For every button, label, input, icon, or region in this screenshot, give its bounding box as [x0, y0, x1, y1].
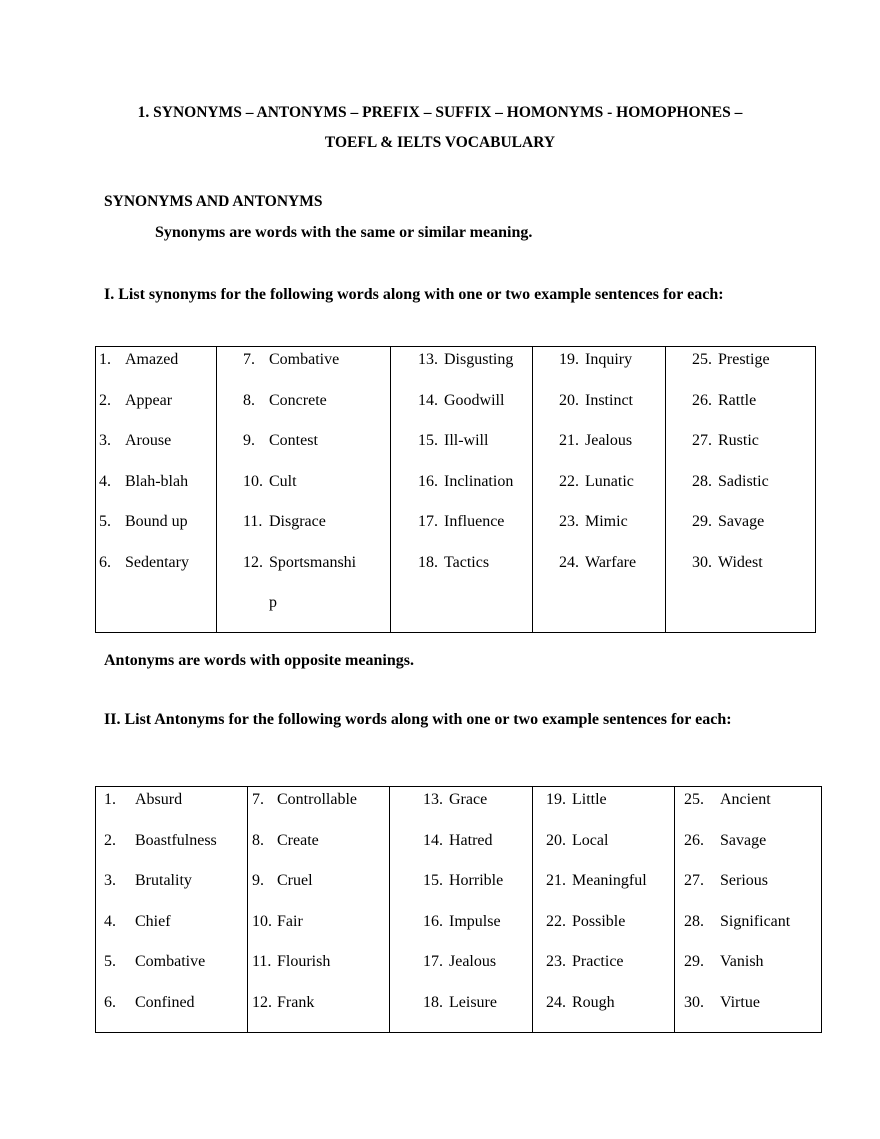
item-number: 28.	[692, 472, 712, 490]
item-number: 14.	[418, 391, 438, 409]
antonyms-cell	[546, 992, 674, 1032]
antonyms-cell	[546, 951, 674, 991]
antonyms-cell	[684, 870, 821, 910]
item-word: Prestige	[718, 351, 770, 368]
item-number: 26.	[684, 831, 704, 849]
synonyms-cell	[418, 349, 532, 389]
synonyms-column	[216, 347, 390, 632]
item-word: Ancient	[720, 791, 771, 808]
item-number: 14.	[423, 831, 443, 849]
antonyms-cell	[423, 951, 532, 991]
item-word: Combative	[135, 953, 206, 970]
synonyms-instruction: I. List synonyms for the following words along with one or two example sentences for each:	[104, 286, 724, 303]
antonyms-cell	[423, 830, 532, 870]
item-number: 17.	[423, 953, 443, 970]
synonyms-column	[532, 347, 665, 632]
synonyms-cell	[99, 471, 216, 511]
item-word: Concrete	[269, 391, 327, 409]
synonyms-cell	[99, 511, 216, 551]
antonyms-column	[532, 787, 674, 1032]
item-word: Amazed	[125, 351, 179, 368]
section-heading: SYNONYMS AND ANTONYMS	[104, 193, 323, 210]
item-word: Disgusting	[444, 351, 514, 368]
item-word: Lunatic	[585, 472, 634, 490]
document-title-line-1: 1. SYNONYMS – ANTONYMS – PREFIX – SUFFIX – HOMONYMS - HOMOPHONES –	[137, 104, 743, 121]
antonyms-column	[674, 787, 821, 1032]
item-word: Contest	[269, 432, 318, 449]
item-word: Boastfulness	[135, 831, 217, 849]
item-word: Rough	[572, 993, 615, 1011]
item-number: 25.	[684, 791, 704, 808]
item-number: 20.	[546, 831, 566, 849]
item-word: Sedentary	[125, 553, 189, 571]
antonyms-cell	[104, 830, 247, 870]
synonyms-cell	[243, 430, 390, 470]
synonyms-cell	[559, 430, 665, 470]
synonyms-cell	[559, 471, 665, 511]
synonyms-cell	[692, 349, 815, 389]
item-word: Jealous	[449, 953, 497, 970]
item-word: Inquiry	[585, 351, 633, 368]
item-word: Sadistic	[718, 472, 769, 490]
synonyms-cell	[692, 511, 815, 551]
antonyms-column	[247, 787, 389, 1032]
item-number: 18.	[423, 993, 443, 1011]
item-word: Mimic	[585, 513, 628, 530]
antonyms-cell	[684, 789, 821, 829]
item-word: Flourish	[277, 953, 331, 970]
antonyms-cell	[423, 992, 532, 1032]
item-word: Disgrace	[269, 513, 326, 530]
synonyms-cell	[243, 349, 390, 389]
item-number: 15.	[418, 432, 438, 449]
synonyms-cell	[559, 511, 665, 551]
antonyms-cell	[252, 911, 389, 951]
item-number: 13.	[423, 791, 443, 808]
antonyms-cell	[684, 830, 821, 870]
antonyms-cell	[104, 992, 247, 1032]
item-word: Significant	[720, 912, 791, 930]
item-word: Fair	[277, 912, 303, 930]
item-number: 29.	[684, 953, 704, 970]
synonyms-column	[96, 347, 216, 632]
item-number: 17.	[418, 513, 438, 530]
item-word: Chief	[135, 912, 171, 930]
synonyms-cell	[559, 349, 665, 389]
item-word: Confined	[135, 993, 195, 1011]
synonyms-cell	[692, 471, 815, 511]
item-word: Local	[572, 831, 609, 849]
item-number: 3.	[99, 432, 111, 449]
synonyms-cell	[692, 430, 815, 470]
item-number: 10.	[252, 912, 272, 930]
item-word: Cruel	[277, 872, 313, 889]
item-number: 19.	[546, 791, 566, 808]
antonyms-cell	[104, 789, 247, 829]
item-number: 12.	[252, 993, 272, 1011]
synonyms-cell	[418, 471, 532, 511]
item-number: 12.	[243, 553, 263, 571]
item-number: 1.	[104, 791, 116, 808]
antonyms-cell	[104, 951, 247, 991]
antonyms-table	[95, 786, 822, 1033]
antonyms-cell	[423, 870, 532, 910]
item-word: Meaningful	[572, 872, 647, 889]
item-number: 4.	[99, 472, 111, 490]
item-number: 9.	[243, 432, 255, 449]
item-number: 5.	[104, 953, 116, 970]
antonyms-cell	[546, 789, 674, 829]
item-number: 18.	[418, 553, 438, 571]
synonyms-cell	[243, 511, 390, 551]
item-number: 6.	[99, 553, 111, 571]
item-word: Arouse	[125, 432, 172, 449]
item-number: 22.	[546, 912, 566, 930]
antonyms-cell	[546, 870, 674, 910]
item-number: 9.	[252, 872, 264, 889]
document-title-line-2: TOEFL & IELTS VOCABULARY	[324, 134, 556, 151]
item-number: 27.	[692, 432, 712, 449]
item-number: 1.	[99, 351, 111, 368]
synonyms-cell	[559, 390, 665, 430]
item-number: 20.	[559, 391, 579, 409]
antonyms-cell	[423, 911, 532, 951]
synonyms-table	[95, 346, 816, 633]
item-word: Ill-will	[444, 432, 489, 449]
item-word: Widest	[718, 553, 763, 571]
item-number: 5.	[99, 513, 111, 530]
item-word: Frank	[277, 993, 315, 1011]
synonyms-cell	[99, 552, 216, 592]
item-word: Little	[572, 791, 607, 808]
synonyms-cell	[418, 430, 532, 470]
item-number: 21.	[559, 432, 579, 449]
item-word: Grace	[449, 791, 488, 808]
item-number: 19.	[559, 351, 579, 368]
item-number: 23.	[559, 513, 579, 530]
item-number: 8.	[243, 391, 255, 409]
item-word: Appear	[125, 391, 173, 409]
synonyms-cell	[692, 390, 815, 430]
item-word: Bound up	[125, 513, 188, 530]
synonyms-cell	[99, 430, 216, 470]
item-number: 2.	[99, 391, 111, 409]
item-word: Influence	[444, 513, 505, 530]
item-word: Rattle	[718, 391, 757, 409]
antonyms-cell	[423, 789, 532, 829]
antonyms-cell	[104, 870, 247, 910]
item-number: 25.	[692, 351, 712, 368]
item-number: 23.	[546, 953, 566, 970]
item-number: 11.	[252, 953, 272, 970]
item-word: Inclination	[444, 472, 514, 490]
item-word: Savage	[718, 513, 765, 530]
item-number: 27.	[684, 872, 704, 889]
item-number: 15.	[423, 872, 443, 889]
item-number: 30.	[684, 993, 704, 1011]
item-word: Horrible	[449, 872, 504, 889]
antonyms-cell	[252, 789, 389, 829]
item-word: Brutality	[135, 872, 192, 889]
item-word: Leisure	[449, 993, 497, 1011]
item-word: Create	[277, 831, 319, 849]
synonyms-cell	[99, 349, 216, 389]
synonyms-cell	[243, 592, 390, 632]
item-number: 8.	[252, 831, 264, 849]
item-word: Possible	[572, 912, 626, 930]
antonyms-cell	[252, 870, 389, 910]
item-word: Impulse	[449, 912, 501, 930]
item-number: 22.	[559, 472, 579, 490]
synonyms-cell	[559, 552, 665, 592]
item-word: Tactics	[444, 553, 490, 571]
synonyms-cell	[99, 390, 216, 430]
synonyms-column	[665, 347, 815, 632]
item-word: Instinct	[585, 391, 633, 409]
item-number: 16.	[418, 472, 438, 490]
synonyms-cell	[418, 390, 532, 430]
antonyms-cell	[684, 992, 821, 1032]
item-number: 3.	[104, 872, 116, 889]
antonyms-cell	[546, 830, 674, 870]
item-word: Practice	[572, 953, 624, 970]
antonyms-cell	[684, 951, 821, 991]
item-number: 2.	[104, 831, 116, 849]
synonyms-cell	[243, 471, 390, 511]
item-word: Combative	[269, 351, 340, 368]
item-word: Vanish	[720, 953, 764, 970]
item-word: Hatred	[449, 831, 493, 849]
antonyms-cell	[684, 911, 821, 951]
antonyms-cell	[252, 951, 389, 991]
synonyms-cell	[243, 552, 390, 592]
item-word: Jealous	[585, 432, 633, 449]
item-word: p	[269, 594, 277, 611]
item-number: 10.	[243, 472, 263, 490]
item-word: Cult	[269, 472, 297, 490]
item-word: Blah-blah	[125, 472, 189, 490]
item-word: Virtue	[720, 993, 760, 1011]
item-word: Controllable	[277, 791, 357, 808]
item-number: 29.	[692, 513, 712, 530]
item-number: 6.	[104, 993, 116, 1011]
item-word: Savage	[720, 831, 767, 849]
item-number: 13.	[418, 351, 438, 368]
item-number: 28.	[684, 912, 704, 930]
antonyms-cell	[252, 992, 389, 1032]
item-word: Absurd	[135, 791, 183, 808]
item-number: 30.	[692, 553, 712, 571]
synonyms-cell	[243, 390, 390, 430]
synonyms-cell	[418, 511, 532, 551]
antonyms-cell	[252, 830, 389, 870]
item-number: 4.	[104, 912, 116, 930]
item-word: Serious	[720, 872, 768, 889]
item-word: Goodwill	[444, 391, 505, 409]
item-number: 24.	[546, 993, 566, 1011]
synonyms-column	[390, 347, 532, 632]
item-number: 11.	[243, 513, 263, 530]
item-word: Warfare	[585, 553, 637, 571]
item-number: 26.	[692, 391, 712, 409]
antonyms-column	[96, 787, 247, 1032]
antonyms-definition: Antonyms are words with opposite meanings.	[104, 652, 414, 669]
item-word: Rustic	[718, 432, 759, 449]
antonyms-column	[389, 787, 532, 1032]
synonyms-cell	[692, 552, 815, 592]
item-number: 7.	[243, 351, 255, 368]
item-word: Sportsmanshi	[269, 553, 357, 571]
item-number: 24.	[559, 553, 579, 571]
synonyms-definition: Synonyms are words with the same or similar meaning.	[155, 224, 533, 241]
antonyms-cell	[546, 911, 674, 951]
item-number: 21.	[546, 872, 566, 889]
synonyms-cell	[418, 552, 532, 592]
item-number: 16.	[423, 912, 443, 930]
item-number: 7.	[252, 791, 264, 808]
antonyms-cell	[104, 911, 247, 951]
antonyms-instruction: II. List Antonyms for the following words along with one or two example sentences for each:	[104, 711, 732, 728]
